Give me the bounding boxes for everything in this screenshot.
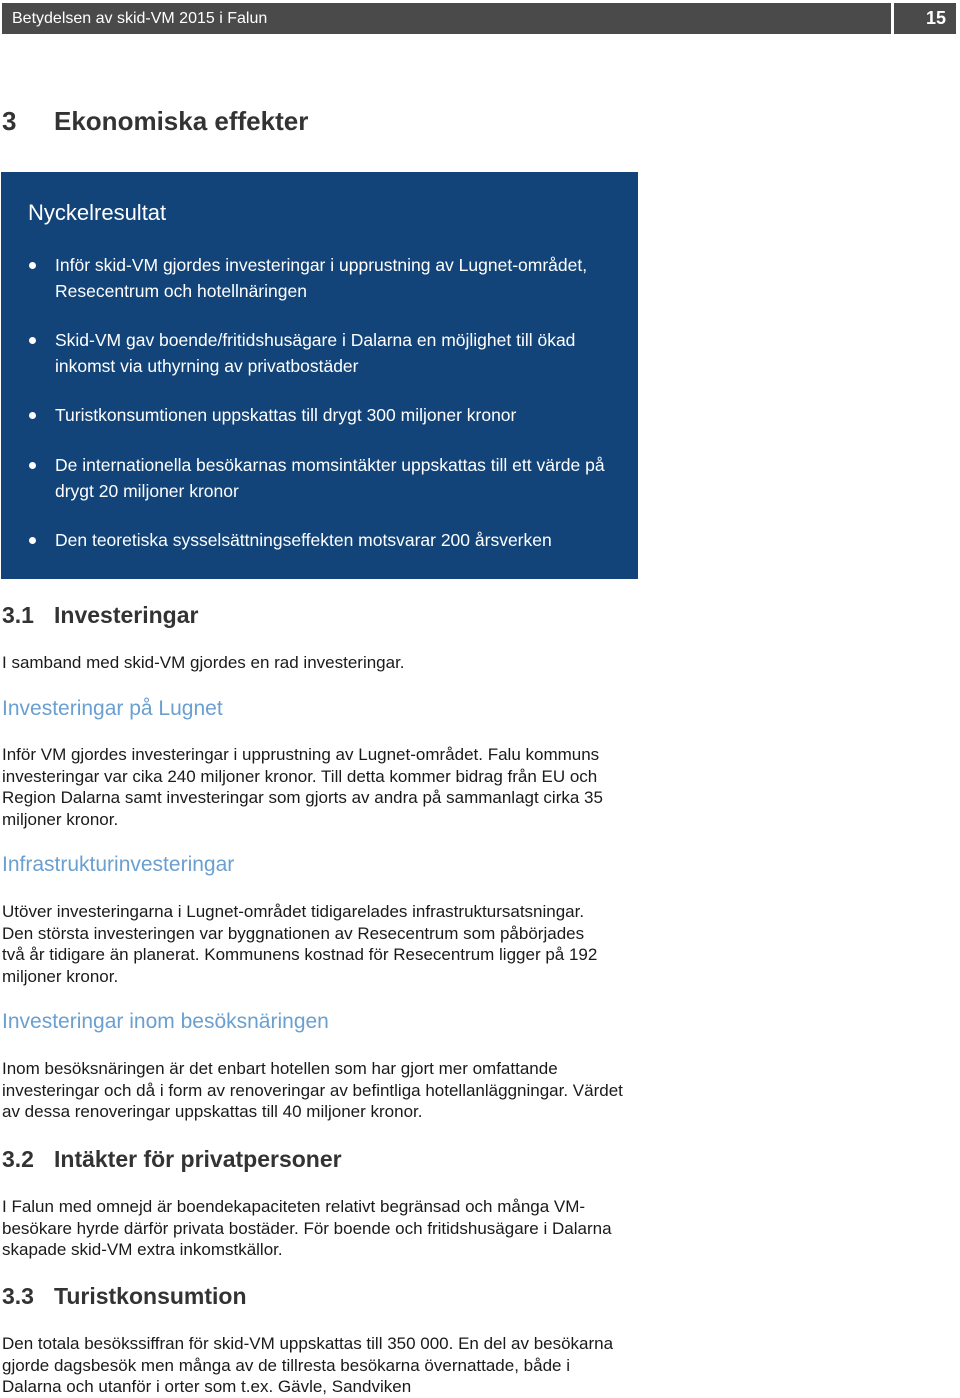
key-result-item: Den teoretiska sysselsättningseffekten motsvarar 200 årsverken [55, 527, 615, 553]
subheading-hospitality: Investeringar inom besöksnäringen [2, 1010, 329, 1033]
bullet-icon [29, 412, 36, 419]
chapter-title: Ekonomiska effekter [54, 106, 309, 136]
subheading-infrastructure: Infrastrukturinvesteringar [2, 853, 235, 876]
key-results-box [1, 172, 638, 579]
section-3-1-intro: I samband med skid-VM gjordes en rad investeringar. [2, 653, 405, 672]
key-result-item: Inför skid-VM gjordes investeringar i upprustning av Lugnet-området, Resecentrum och hotellnäringen [55, 252, 615, 304]
chapter-number: 3 [2, 106, 17, 136]
key-result-item: De internationella besökarnas momsintäkter uppskattas till ett värde på drygt 20 miljoner kronor [55, 452, 615, 504]
paragraph-private-income: I Falun med omnejd är boendekapaciteten relativt begränsad och många VM-besökare hyrde därför privata bostäder. För boende och fritidshusägare i Dalarna skapade skid-VM extra inkomstkällor. [2, 1197, 612, 1260]
chapter-heading [2, 106, 308, 137]
bullet-icon [29, 337, 36, 344]
subheading-lugnet: Investeringar på Lugnet [2, 697, 223, 720]
key-result-item: Turistkonsumtionen uppskattas till drygt 300 miljoner kronor [55, 402, 615, 428]
running-header [2, 3, 891, 34]
header-title: Betydelsen av skid-VM 2015 i Falun [12, 10, 268, 27]
key-result-item: Skid-VM gav boende/fritidshusägare i Dalarna en möjlighet till ökad inkomst via uthyrning av privatbostäder [55, 327, 615, 379]
paragraph-tourism: Den totala besökssiffran för skid-VM uppskattas till 350 000. En del av besökarna gjorde dagsbesök men många av de tillresta besökarna övernattade, både i Dalarna och utanför i orter som t.ex. Gävle, Sandviken [2, 1334, 614, 1397]
bullet-icon [29, 462, 36, 469]
bullet-icon [29, 262, 36, 269]
key-results-title: Nyckelresultat [28, 200, 167, 225]
page-number: 15 [894, 3, 956, 34]
bullet-icon [29, 537, 36, 544]
section-heading-3-2: 3.2 Intäkter för privatpersoner [2, 1146, 342, 1172]
paragraph-hospitality: Inom besöksnäringen är det enbart hotellen som har gjort mer omfattande investeringar och då i form av renoveringar av befintliga hotellanläggningar. Värdet av dessa renoveringar uppskattas till 40 miljoner kronor. [2, 1059, 623, 1122]
section-heading-3-3: 3.3 Turistkonsumtion [2, 1283, 247, 1309]
paragraph-lugnet: Inför VM gjordes investeringar i upprustning av Lugnet-området. Falu kommuns investeringar var cika 240 miljoner kronor. Till detta kommer bidrag från EU och Region Dalarna samt investeringar som gjorts av andra på sammanlagt cirka 35 miljoner kronor. [2, 745, 603, 830]
paragraph-infrastructure: Utöver investeringarna i Lugnet-området tidigarelades infrastruktursatsningar. Den största investeringen var byggnationen av Resecentrum som påbörjades två år tidigare än planerat. Kommunens kostnad för Resecentrum ligger på 192 miljoner kronor. [2, 902, 598, 987]
section-heading-3-1: 3.1 Investeringar [2, 602, 199, 628]
